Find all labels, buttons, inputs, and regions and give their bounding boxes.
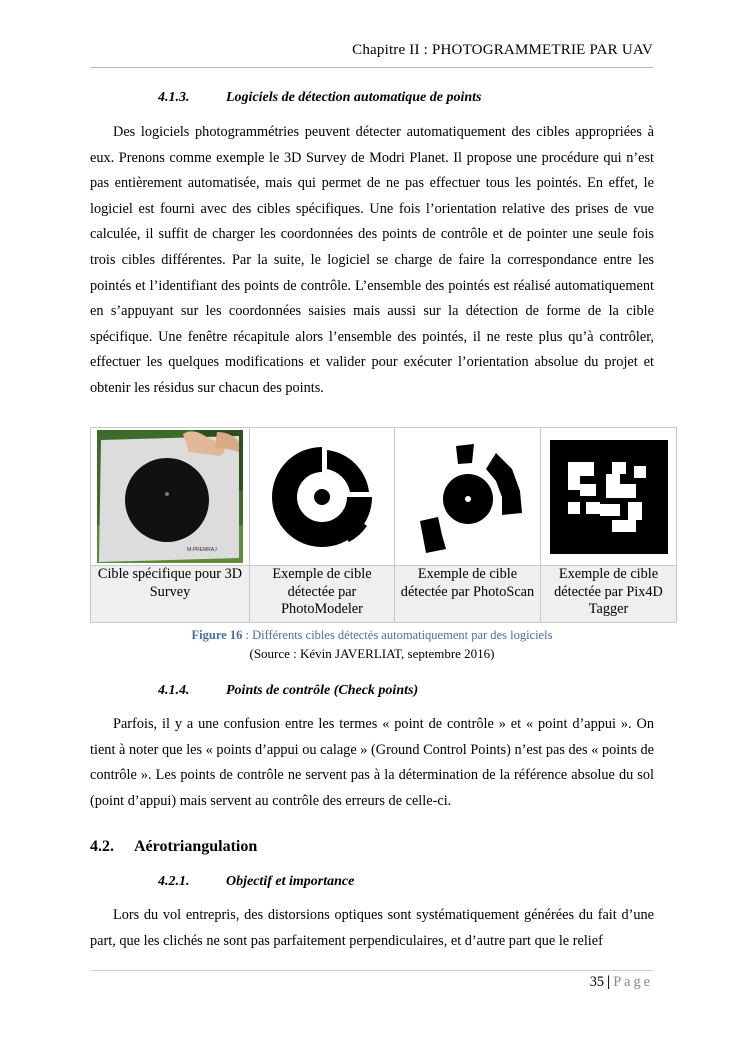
figure-caption-photoscan: Exemple de cible détectée par PhotoScan [400, 566, 535, 600]
figure-caption-cell [395, 566, 541, 623]
figure-caption-pix4d: Exemple de cible détectée par Pix4D Tagger [554, 566, 663, 617]
section-title: Aérotriangulation [134, 838, 258, 855]
photoscan-target-icon [412, 441, 524, 553]
3d-survey-target-photo [97, 430, 243, 563]
figure-caption-cell [91, 566, 250, 623]
paragraph-aerotriangulation: Lors du vol entrepris, des distorsions optiques sont systématiquement générées du fait d’une part, que les clichés ne sont pas parfaitement perpendiculaires, et d’autre part que le relief [90, 907, 654, 949]
figure-caption-3dsurvey: Cible spécifique pour 3D Survey [97, 566, 243, 600]
section-number: 4.1.3. [158, 90, 190, 105]
figure-caption-photomodeler: Exemple de cible détectée par PhotoModeler [272, 566, 372, 617]
figure-caption-text: : Différents cibles détectés automatiquement par des logiciels [242, 628, 553, 642]
section-title: Objectif et importance [226, 874, 355, 889]
footer-divider [90, 970, 653, 971]
paragraph-check-points: Parfois, il y a une confusion entre les termes « point de contrôle » et « point d’appui ». On tient à noter que les « points d’appui ou calage » (Ground Control Points) n’est pas des « points de contrôle ». Les points de contrôle ne servent pas à la détermination de la référence absolue du sol (point d’appui) mais servent au contrôle des erreurs de celle-ci. [90, 716, 654, 809]
header-divider [90, 67, 653, 68]
running-header: Chapitre II : PHOTOGRAMMETRIE PAR UAV [352, 42, 653, 58]
section-heading-4-1-3 [158, 90, 481, 106]
target-photo-label: M-PREMRAJ [187, 547, 217, 553]
section-number: 4.2. [90, 838, 114, 855]
photomodeler-target-icon [267, 442, 377, 552]
footer-separator: | [607, 974, 611, 990]
section-heading-4-2 [90, 838, 257, 856]
figure-source: (Source : Kévin JAVERLIAT, septembre 2016) [249, 646, 495, 661]
page-word: Page [613, 974, 653, 990]
figure-cell-pix4d [541, 428, 677, 566]
paragraph-intro: Des logiciels photogrammétries peuvent détecter automatiquement des cibles appropriées à eux. Prenons comme exemple le 3D Survey de Modri Planet. Il propose une procédure qui n’est pas entièrement automatisée, mais qui permet de ne pas effectuer tous les pointés. En effet, le logiciel est fourni avec des cibles spécifiques. Une fois l’orientation relative des prises de vue calculée, il suffit de charger les coordonnées des points de contrôle et de pointer une seule fois trois cibles différentes. Par la suite, le logiciel se charge de faire la correspondance entre les pointés et l’identifiant des points de contrôle. L’ensemble des pointés est réalisé automatiquement en s’appuyant sur les coordonnées saisies mais aussi sur la détection de forme de la cible spécifique. Une fenêtre récapitule alors l’ensemble des pointés, il ne reste plus qu’à contrôler, effectuer les quelques modifications et valider pour exécuter l’orientation absolue du projet et obtenir les résidus sur chacun des points. [90, 124, 654, 396]
figure-caption [90, 628, 654, 643]
section-title: Points de contrôle (Check points) [226, 683, 419, 698]
figure-caption-cell [250, 566, 395, 623]
section-heading-4-1-4 [158, 683, 418, 699]
figure-label: Figure 16 [191, 628, 243, 642]
section-title: Logiciels de détection automatique de points [226, 90, 482, 105]
page-footer [590, 974, 653, 991]
figure-cell-photomodeler [250, 428, 395, 566]
section-heading-4-2-1 [158, 874, 354, 890]
figure-table [90, 427, 677, 623]
figure-caption-cell [541, 566, 677, 623]
section-number: 4.1.4. [158, 683, 190, 698]
section-number: 4.2.1. [158, 874, 190, 889]
page-number: 35 [589, 974, 605, 990]
pix4d-target-icon [550, 440, 668, 554]
figure-cell-3dsurvey [91, 428, 250, 566]
figure-cell-photoscan [395, 428, 541, 566]
